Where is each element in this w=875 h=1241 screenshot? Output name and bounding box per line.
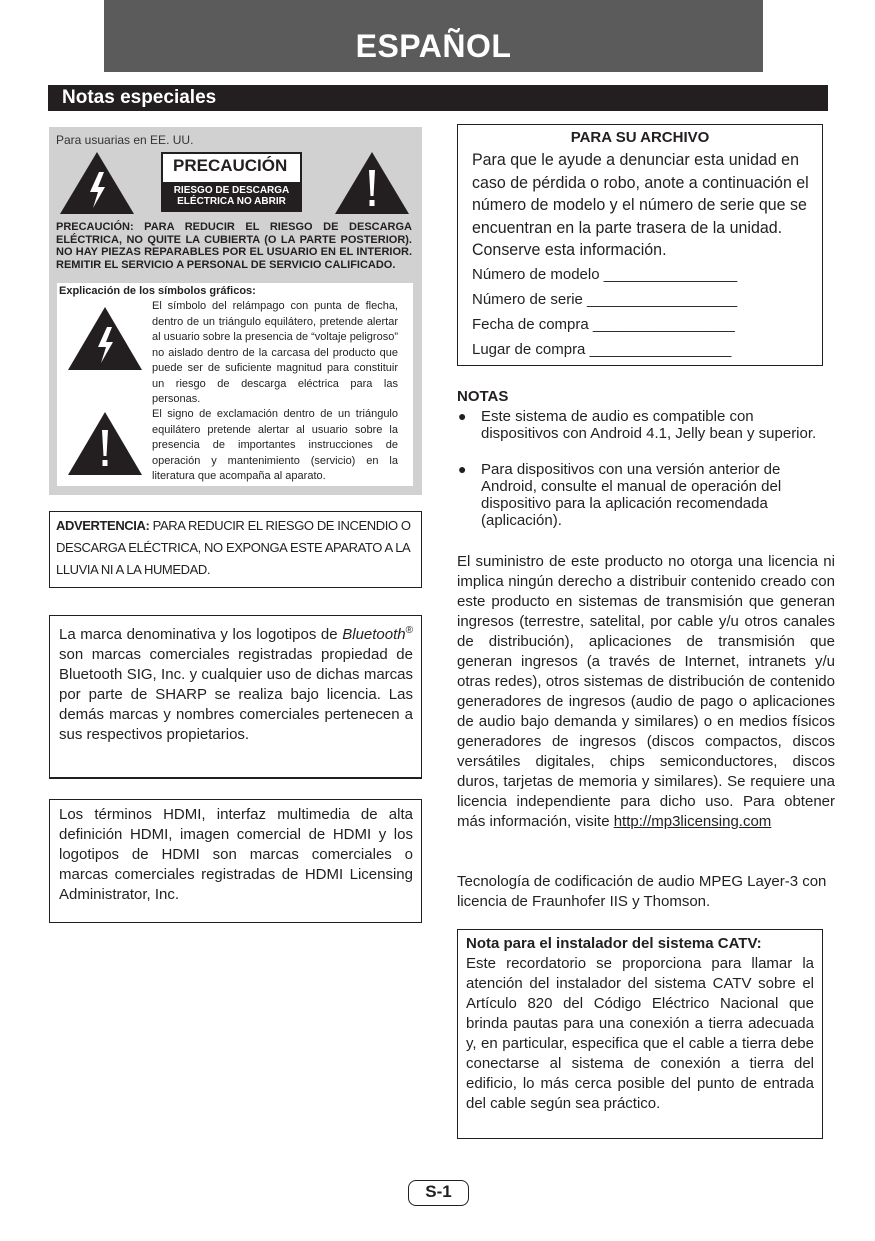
archive-text: Para que le ayude a denunciar esta unidad en caso de pérdida o robo, anote a continuación el número de modelo y el número de serie que se encuentran en la parte trasera de la unidad. Conserve esta información.	[472, 150, 809, 259]
bluetooth-prefix: La marca denominativa y los logotipos de	[59, 626, 343, 643]
bullet-icon: ●	[458, 408, 467, 424]
precaution-title: PRECAUCIÓN	[173, 156, 288, 175]
lightning-symbol-description: El símbolo del relámpago con punta de flecha, dentro de un triángulo equilátero, pretende alertar al usuario sobre la presencia de “voltaje peligroso” no aislado dentro de la carcasa del producto que puede ser de suficiente magnitud para constituir un riesgo de descarga eléctrica para las personas.	[152, 300, 398, 405]
mp3licensing-link[interactable]: http://mp3licensing.com	[613, 813, 772, 830]
license-body: El suministro de este producto no otorga una licencia ni implica ningún derecho a distribuir contenido creado con este producto en sistemas de transmisión que generan ingresos (terrestre, satelital, por cable y/u otros canales de distribución), aplicaciones de transmisión que generan ingresos (a través de Internet, intranets y/u otras redes), otros sistemas de distribución de contenido generadores de ingresos (audio de pago o aplicaciones de audio bajo demanda y similares) o en medios físicos generadores de ingresos (discos compactos, discos versátiles digitales, chips semiconductores, discos duros, tarjetas de memoria y similares). Se requiere una licencia independiente para dicho uso. Para obtener más información, visite	[457, 553, 835, 830]
purchase-date-field: Fecha de compra _________________	[472, 316, 735, 333]
purchase-place-field: Lugar de compra _________________	[472, 341, 732, 358]
warning-text	[56, 515, 418, 581]
archive-title: PARA SU ARCHIVO	[570, 129, 710, 146]
bluetooth-brand: Bluetooth	[342, 626, 406, 643]
page-language-title: ESPAÑOL	[355, 28, 512, 64]
note-item: Este sistema de audio es compatible con dispositivos con Android 4.1, Jelly bean y superior.	[481, 408, 817, 442]
section-title: Notas especiales	[62, 87, 217, 108]
page-number: S-1	[425, 1182, 452, 1201]
mpeg-license-text: Tecnología de codificación de audio MPEG Layer-3 con licencia de Fraunhofer IIS y Thomson.	[457, 873, 827, 910]
lightning-triangle-icon	[58, 150, 136, 216]
catv-title: Nota para el instalador del sistema CATV:	[466, 935, 762, 952]
caution-text: PRECAUCIÓN: PARA REDUCIR EL RIESGO DE DESCARGA ELÉCTRICA, NO QUITE LA CUBIERTA (O LA PARTE POSTERIOR). NO HAY PIEZAS REPARABLES POR EL USUARIO EN EL INTERIOR. REMITIR EL SERVICIO A PERSONAL DE SERVICIO CALIFICADO.	[56, 221, 412, 271]
symbols-heading: Explicación de los símbolos gráficos:	[59, 285, 256, 297]
license-text	[457, 552, 835, 832]
hdmi-notice-text: Los términos HDMI, interfaz multimedia de alta definición HDMI, imagen comercial de HDMI y los logotipos de HDMI son marcas comerciales o marcas comerciales registradas de HDMI Licensing Administrator, Inc.	[59, 806, 413, 903]
notes-heading: NOTAS	[457, 388, 509, 405]
precaution-subtitle: RIESGO DE DESCARGA ELÉCTRICA NO ABRIR	[173, 185, 290, 207]
bluetooth-suffix: son marcas comerciales registradas propiedad de Bluetooth SIG, Inc. y cualquier uso de dichas marcas por parte de SHARP se realiza bajo licencia. Las demás marcas y nombres comerciales pertenecen a sus respectivos propietarios.	[59, 646, 413, 743]
serial-number-field: Número de serie __________________	[472, 291, 738, 308]
model-number-field: Número de modelo ________________	[472, 266, 738, 283]
usa-note: Para usuarias en EE. UU.	[56, 133, 194, 147]
registered-mark: ®	[405, 625, 413, 636]
bluetooth-notice-text	[59, 621, 413, 745]
warning-body: PARA REDUCIR EL RIESGO DE INCENDIO O DESCARGA ELÉCTRICA, NO EXPONGA ESTE APARATO A LA LLUVIA NI A LA HUMEDAD.	[56, 518, 411, 577]
lightning-symbol-icon	[66, 305, 144, 372]
bullet-icon: ●	[458, 461, 467, 477]
warning-label: ADVERTENCIA:	[56, 518, 150, 533]
exclamation-symbol-icon	[66, 410, 144, 477]
catv-text: Este recordatorio se proporciona para llamar la atención del instalador del sistema CATV sobre el Artículo 820 del Código Eléctrico Nacional que brinda pautas para una conexión a tierra adecuada y, en particular, especifica que el cable a tierra debe conectarse al sistema de conexión a tierra del edificio, lo más cerca posible del punto de entrada del cable según sea práctico.	[466, 955, 814, 1112]
exclamation-triangle-icon	[333, 150, 411, 216]
note-item: Para dispositivos con una versión anterior de Android, consulte el manual de operación del dispositivo para la aplicación recomendada (aplicación).	[481, 461, 782, 529]
exclamation-symbol-description: El signo de exclamación dentro de un triángulo equilátero pretende alertar al usuario sobre la presencia de importantes instrucciones de operación y mantenimiento (servicio) en la literatura que acompaña al aparato.	[152, 408, 398, 482]
